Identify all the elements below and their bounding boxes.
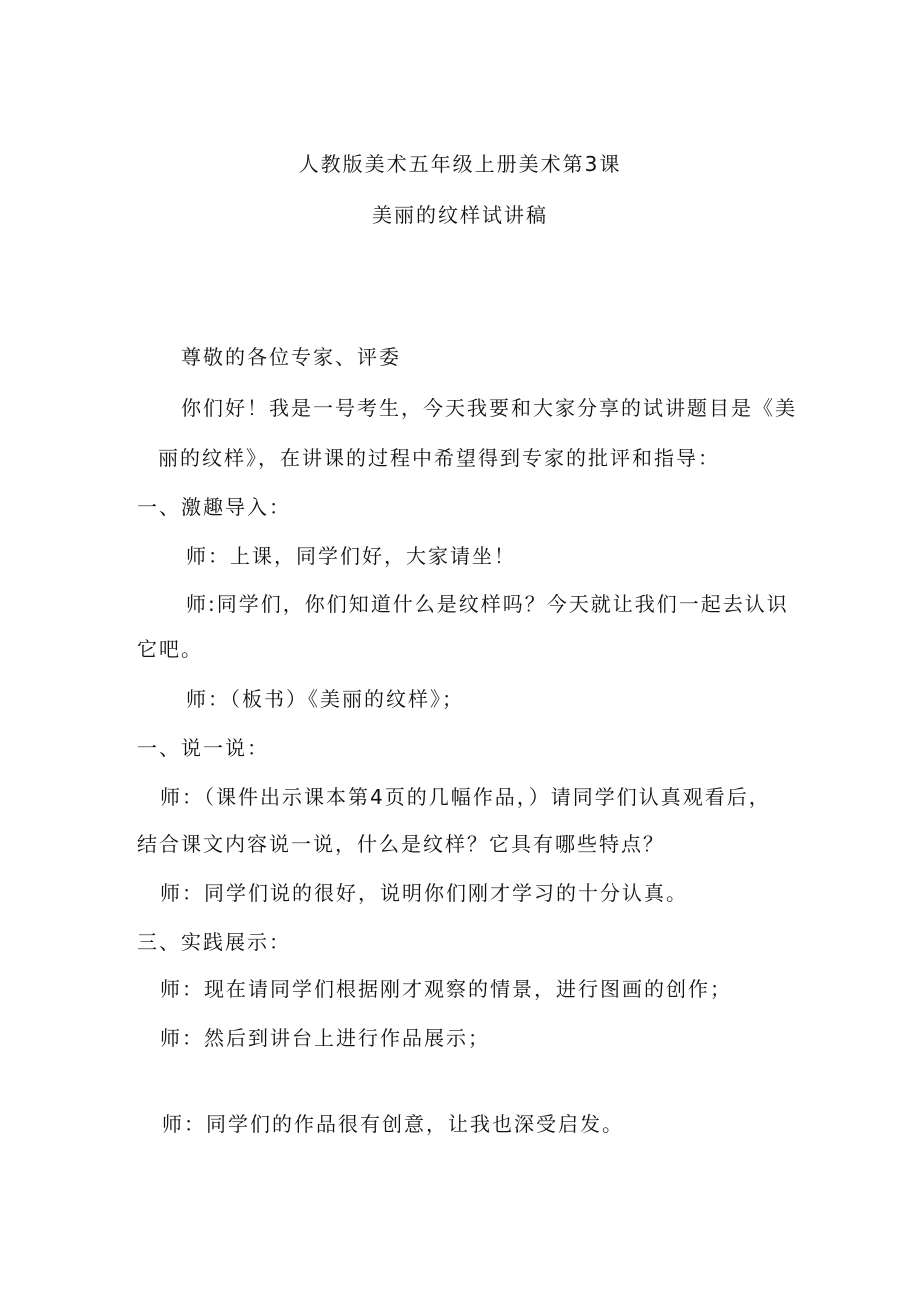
teacher-line: 师：上课，同学们好，大家请坐！ <box>186 544 516 568</box>
salutation: 尊敬的各位专家、评委 <box>181 345 401 369</box>
teacher-line: 师：然后到讲台上进行作品展示； <box>160 1026 490 1050</box>
section-heading-1: 一、激趣导入： <box>137 495 291 519</box>
teacher-line-continued: 它吧。 <box>137 637 203 661</box>
intro-paragraph-line-1: 你们好！我是一号考生，今天我要和大家分享的试讲题目是《美 <box>181 396 797 420</box>
teacher-line: 师：同学们说的很好，说明你们刚才学习的十分认真。 <box>160 881 688 905</box>
section-heading-3: 三、实践展示： <box>137 930 291 954</box>
teacher-line: 师：同学们的作品很有创意，让我也深受启发。 <box>162 1112 624 1136</box>
intro-paragraph-line-2: 丽的纹样》，在讲课的过程中希望得到专家的批评和指导： <box>158 446 720 470</box>
document-subtitle: 美丽的纹样试讲稿 <box>372 203 548 227</box>
section-heading-2: 一、说一说： <box>137 736 269 760</box>
document-title: 人教版美术五年级上册美术第3课 <box>298 152 622 176</box>
teacher-line: 师：（板书）《美丽的纹样》； <box>186 687 464 711</box>
teacher-line-continued: 结合课文内容说一说，什么是纹样？它具有哪些特点？ <box>137 832 665 856</box>
teacher-line: 师:同学们，你们知道什么是纹样吗？今天就让我们一起去认识 <box>186 592 789 616</box>
teacher-line: 师：现在请同学们根据刚才观察的情景，进行图画的创作； <box>160 977 732 1001</box>
teacher-line: 师：（课件出示课本第4页的几幅作品，）请同学们认真观看后， <box>160 785 771 809</box>
